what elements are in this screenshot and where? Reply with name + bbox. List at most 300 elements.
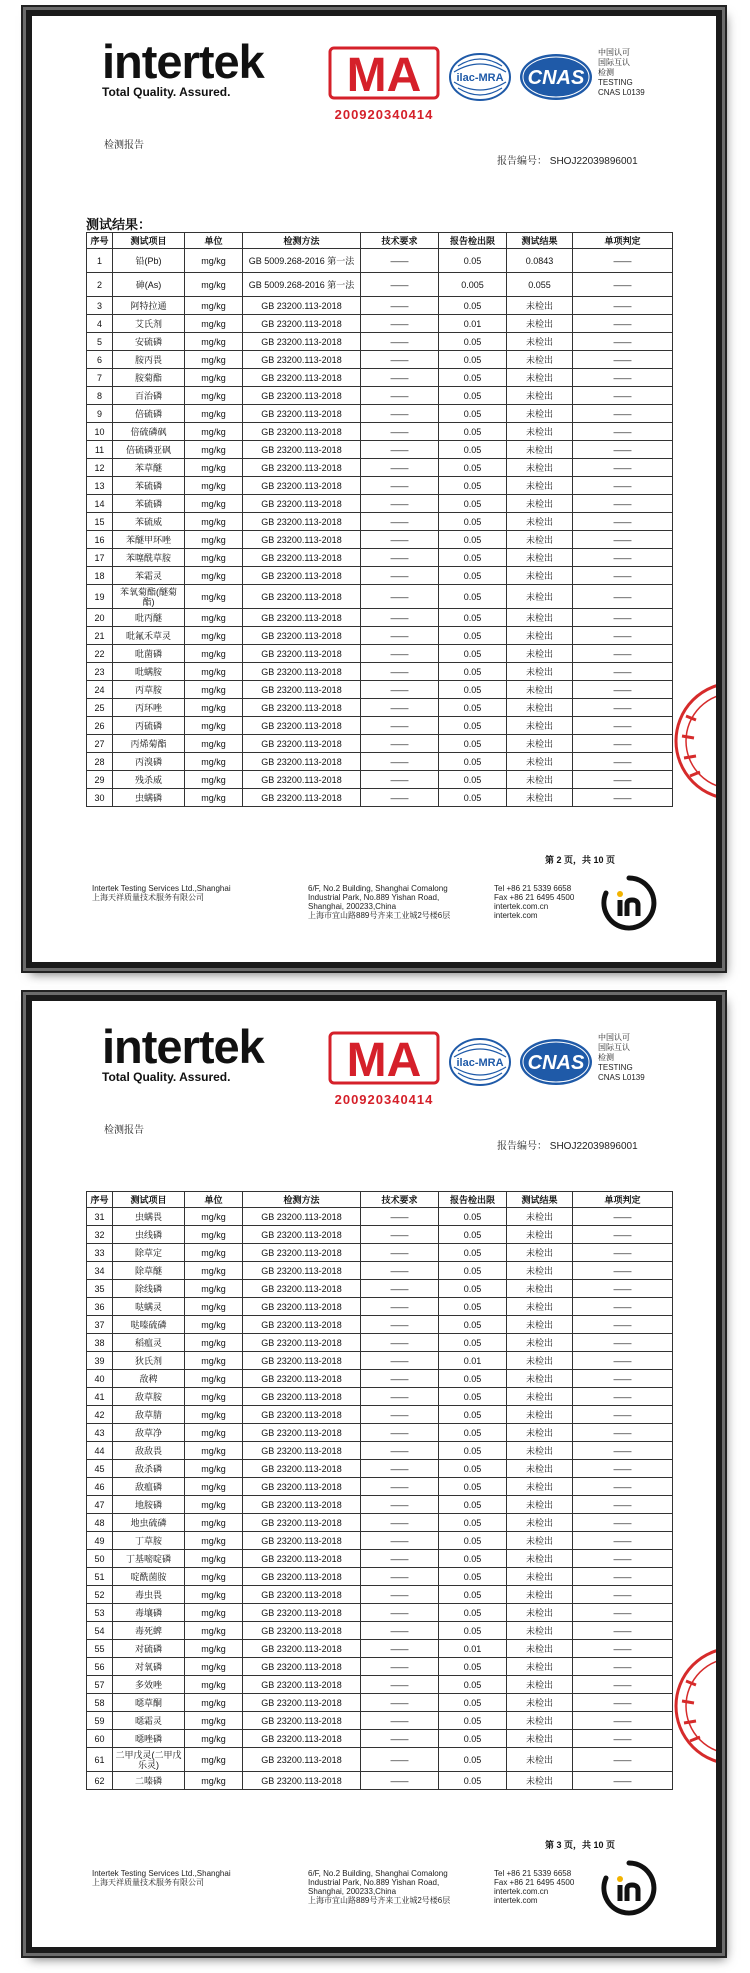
table-cell: 未检出 — [507, 1694, 573, 1712]
table-cell: GB 23200.113-2018 — [243, 351, 361, 369]
table-cell: mg/kg — [185, 1424, 243, 1442]
table-row — [87, 1208, 673, 1226]
table-cell: —— — [573, 315, 673, 333]
table-cell: mg/kg — [185, 249, 243, 273]
col-header: 报告检出限 — [439, 1192, 507, 1208]
col-header: 检测方法 — [243, 1192, 361, 1208]
table-cell: 苯草醚 — [113, 459, 185, 477]
table-cell: 0.05 — [439, 1226, 507, 1244]
table-cell: —— — [573, 1658, 673, 1676]
table-cell: 苯醚甲环唑 — [113, 531, 185, 549]
table-cell: 30 — [87, 789, 113, 807]
table-cell: —— — [361, 1352, 439, 1370]
ilac-text: ilac-MRA — [456, 72, 504, 84]
table-cell: GB 23200.113-2018 — [243, 1352, 361, 1370]
intertek-logo — [102, 1020, 264, 1084]
table-cell: —— — [573, 1244, 673, 1262]
table-row — [87, 513, 673, 531]
table-cell: 未检出 — [507, 1676, 573, 1694]
table-cell: 毒虫畏 — [113, 1586, 185, 1604]
table-cell: mg/kg — [185, 477, 243, 495]
table-cell: GB 5009.268-2016 第一法 — [243, 273, 361, 297]
table-cell: 0.05 — [439, 1568, 507, 1586]
table-cell: —— — [361, 1370, 439, 1388]
table-cell: —— — [573, 567, 673, 585]
table-cell: 未检出 — [507, 459, 573, 477]
table-cell: mg/kg — [185, 1208, 243, 1226]
table-row — [87, 735, 673, 753]
table-cell: 0.0843 — [507, 249, 573, 273]
table-cell: 未检出 — [507, 609, 573, 627]
table-cell: —— — [573, 1424, 673, 1442]
table-cell: mg/kg — [185, 1694, 243, 1712]
table-cell: GB 23200.113-2018 — [243, 495, 361, 513]
table-cell: mg/kg — [185, 609, 243, 627]
table-cell: —— — [573, 1532, 673, 1550]
table-cell: 1 — [87, 249, 113, 273]
table-cell: 0.05 — [439, 717, 507, 735]
table-cell: 未检出 — [507, 717, 573, 735]
table-cell: 未检出 — [507, 513, 573, 531]
table-row — [87, 531, 673, 549]
footer-company — [92, 884, 231, 902]
table-cell: —— — [573, 1208, 673, 1226]
table-cell: mg/kg — [185, 549, 243, 567]
table-cell: —— — [573, 1676, 673, 1694]
table-cell: GB 23200.113-2018 — [243, 1478, 361, 1496]
table-cell: 未检出 — [507, 1226, 573, 1244]
table-cell: 未检出 — [507, 1586, 573, 1604]
col-header: 检测方法 — [243, 233, 361, 249]
table-cell: —— — [361, 387, 439, 405]
table-row — [87, 585, 673, 609]
table-row — [87, 495, 673, 513]
table-row — [87, 789, 673, 807]
table-row — [87, 645, 673, 663]
table-row — [87, 1532, 673, 1550]
table-cell: 52 — [87, 1586, 113, 1604]
table-cell: mg/kg — [185, 1478, 243, 1496]
table-cell: 未检出 — [507, 1604, 573, 1622]
table-cell: 砷(As) — [113, 273, 185, 297]
table-cell: GB 23200.113-2018 — [243, 1640, 361, 1658]
table-cell: GB 23200.113-2018 — [243, 1388, 361, 1406]
website-cn: intertek.com.cn — [494, 1887, 549, 1896]
address-line: Industrial Park, No.889 Yishan Road, — [308, 1878, 440, 1887]
table-cell: 丙烯菊酯 — [113, 735, 185, 753]
table-cell: —— — [573, 609, 673, 627]
table-cell: GB 23200.113-2018 — [243, 753, 361, 771]
table-cell: 0.05 — [439, 1442, 507, 1460]
table-cell: —— — [573, 699, 673, 717]
table-cell: 二甲戊灵(二甲戊乐灵) — [113, 1748, 185, 1772]
ilac-text: ilac-MRA — [456, 1057, 504, 1069]
logo-tagline: Total Quality. Assured. — [102, 85, 231, 99]
table-row — [87, 297, 673, 315]
table-cell: 二嗪磷 — [113, 1772, 185, 1790]
table-cell: 0.05 — [439, 1604, 507, 1622]
table-cell: 0.05 — [439, 1748, 507, 1772]
table-cell: 0.05 — [439, 1280, 507, 1298]
cma-number: 200920340414 — [334, 107, 434, 122]
table-cell: 未检出 — [507, 1748, 573, 1772]
col-header: 报告检出限 — [439, 233, 507, 249]
table-cell: 未检出 — [507, 1208, 573, 1226]
table-cell: 0.05 — [439, 1424, 507, 1442]
table-cell: GB 23200.113-2018 — [243, 735, 361, 753]
table-cell: mg/kg — [185, 1388, 243, 1406]
table-cell: 未检出 — [507, 1532, 573, 1550]
table-cell: —— — [573, 645, 673, 663]
table-cell: 未检出 — [507, 1658, 573, 1676]
table-cell: GB 23200.113-2018 — [243, 513, 361, 531]
table-cell: 38 — [87, 1334, 113, 1352]
table-row — [87, 609, 673, 627]
table-cell: 噁霜灵 — [113, 1712, 185, 1730]
col-header: 测试结果 — [507, 1192, 573, 1208]
table-cell: 苯硫磷 — [113, 477, 185, 495]
table-cell: 未检出 — [507, 1334, 573, 1352]
table-cell: 0.05 — [439, 1586, 507, 1604]
table-cell: 未检出 — [507, 369, 573, 387]
table-cell: —— — [361, 1772, 439, 1790]
table-cell: —— — [573, 771, 673, 789]
table-cell: 0.05 — [439, 1334, 507, 1352]
table-cell: GB 23200.113-2018 — [243, 1226, 361, 1244]
table-cell: 噁唑磷 — [113, 1730, 185, 1748]
table-cell: —— — [573, 1772, 673, 1790]
table-cell: mg/kg — [185, 387, 243, 405]
table-cell: GB 23200.113-2018 — [243, 717, 361, 735]
table-cell: —— — [573, 387, 673, 405]
table-cell: —— — [361, 1262, 439, 1280]
table-cell: —— — [361, 753, 439, 771]
table-cell: 25 — [87, 699, 113, 717]
table-cell: 倍硫磷 — [113, 405, 185, 423]
table-cell: —— — [361, 1694, 439, 1712]
red-stamp-icon — [672, 676, 716, 811]
intertek-in-logo-icon — [600, 1859, 658, 1922]
table-cell: 0.05 — [439, 567, 507, 585]
table-row — [87, 1772, 673, 1790]
table-cell: —— — [361, 1640, 439, 1658]
table-cell: 0.05 — [439, 699, 507, 717]
table-row — [87, 1712, 673, 1730]
table-cell: 未检出 — [507, 1478, 573, 1496]
table-cell: 0.05 — [439, 249, 507, 273]
col-header: 序号 — [87, 233, 113, 249]
table-cell: 倍硫磷亚砜 — [113, 441, 185, 459]
website: intertek.com — [494, 1896, 538, 1905]
table-cell: 49 — [87, 1532, 113, 1550]
report-page-2 — [26, 10, 722, 968]
table-cell: —— — [361, 663, 439, 681]
table-row — [87, 1226, 673, 1244]
table-cell: 0.05 — [439, 387, 507, 405]
footer-contact — [494, 1869, 574, 1905]
table-cell: 0.05 — [439, 1460, 507, 1478]
table-cell: 57 — [87, 1676, 113, 1694]
cnas-line: 国际互认 — [598, 58, 630, 67]
table-cell: —— — [573, 1352, 673, 1370]
cnas-seal-icon — [518, 1037, 594, 1092]
table-cell: 虫螨磷 — [113, 789, 185, 807]
table-cell: GB 23200.113-2018 — [243, 1208, 361, 1226]
table-row — [87, 1352, 673, 1370]
table-row — [87, 1406, 673, 1424]
col-header: 测试项目 — [113, 233, 185, 249]
table-cell: 51 — [87, 1568, 113, 1586]
table-cell: 36 — [87, 1298, 113, 1316]
table-row — [87, 369, 673, 387]
table-cell: 0.055 — [507, 273, 573, 297]
table-cell: 55 — [87, 1640, 113, 1658]
table-cell: —— — [573, 1640, 673, 1658]
table-cell: —— — [361, 699, 439, 717]
red-stamp-icon — [672, 1641, 716, 1776]
table-cell: 0.05 — [439, 405, 507, 423]
table-cell: 哒螨灵 — [113, 1298, 185, 1316]
table-cell: 62 — [87, 1772, 113, 1790]
cnas-line: TESTING — [598, 1063, 633, 1072]
website: intertek.com — [494, 911, 538, 920]
table-row — [87, 627, 673, 645]
table-cell: —— — [361, 477, 439, 495]
table-cell: —— — [361, 1316, 439, 1334]
table-cell: —— — [573, 1406, 673, 1424]
col-header: 单位 — [185, 233, 243, 249]
ilac-mra-seal-icon — [448, 52, 512, 107]
table-cell: 37 — [87, 1316, 113, 1334]
table-row — [87, 1316, 673, 1334]
table-cell: GB 23200.113-2018 — [243, 1712, 361, 1730]
cnas-line: TESTING — [598, 78, 633, 87]
table-cell: 29 — [87, 771, 113, 789]
table-row — [87, 315, 673, 333]
table-cell: GB 23200.113-2018 — [243, 405, 361, 423]
table-cell: mg/kg — [185, 1772, 243, 1790]
table-cell: mg/kg — [185, 645, 243, 663]
table-cell: 23 — [87, 663, 113, 681]
table-cell: GB 23200.113-2018 — [243, 1772, 361, 1790]
table-cell: mg/kg — [185, 699, 243, 717]
table-cell: 0.05 — [439, 459, 507, 477]
table-cell: —— — [573, 441, 673, 459]
address-line: 6/F, No.2 Building, Shanghai Comalong — [308, 884, 448, 893]
table-cell: 0.05 — [439, 1496, 507, 1514]
table-cell: 未检出 — [507, 351, 573, 369]
table-cell: mg/kg — [185, 531, 243, 549]
table-cell: mg/kg — [185, 273, 243, 297]
table-cell: mg/kg — [185, 423, 243, 441]
table-cell: GB 23200.113-2018 — [243, 1748, 361, 1772]
table-cell: 41 — [87, 1388, 113, 1406]
table-cell: GB 23200.113-2018 — [243, 1442, 361, 1460]
table-cell: 17 — [87, 549, 113, 567]
table-cell: —— — [361, 681, 439, 699]
table-cell: 0.05 — [439, 663, 507, 681]
col-header: 技术要求 — [361, 1192, 439, 1208]
table-cell: mg/kg — [185, 1406, 243, 1424]
cnas-accreditation-text — [598, 48, 645, 98]
table-cell: 未检出 — [507, 1514, 573, 1532]
table-cell: —— — [573, 1586, 673, 1604]
table-cell: 0.01 — [439, 1352, 507, 1370]
table-cell: mg/kg — [185, 1244, 243, 1262]
table-cell: 0.05 — [439, 771, 507, 789]
table-cell: 未检出 — [507, 1730, 573, 1748]
table-row — [87, 567, 673, 585]
cnas-line: 检测 — [598, 1053, 614, 1062]
table-cell: 虫螨畏 — [113, 1208, 185, 1226]
table-cell: —— — [361, 1658, 439, 1676]
footer-company — [92, 1869, 231, 1887]
table-cell: —— — [361, 549, 439, 567]
table-cell: 0.01 — [439, 1640, 507, 1658]
table-cell: GB 23200.113-2018 — [243, 645, 361, 663]
table-row — [87, 717, 673, 735]
table-cell: 未检出 — [507, 681, 573, 699]
col-header: 测试项目 — [113, 1192, 185, 1208]
table-cell: 2 — [87, 273, 113, 297]
table-cell: 56 — [87, 1658, 113, 1676]
table-cell: 未检出 — [507, 1280, 573, 1298]
table-cell: 吡氟禾草灵 — [113, 627, 185, 645]
table-cell: —— — [361, 1568, 439, 1586]
cnas-line: 检测 — [598, 68, 614, 77]
address-line: 6/F, No.2 Building, Shanghai Comalong — [308, 1869, 448, 1878]
table-cell: —— — [361, 1244, 439, 1262]
table-cell: mg/kg — [185, 1568, 243, 1586]
table-cell: 未检出 — [507, 663, 573, 681]
table-cell: 0.05 — [439, 1208, 507, 1226]
table-cell: 胺丙畏 — [113, 351, 185, 369]
company-en: Intertek Testing Services Ltd.,Shanghai — [92, 1869, 231, 1878]
table-row — [87, 753, 673, 771]
table-cell: —— — [361, 1550, 439, 1568]
table-cell: —— — [573, 717, 673, 735]
table-cell: 42 — [87, 1406, 113, 1424]
table-cell: GB 23200.113-2018 — [243, 1424, 361, 1442]
table-cell: —— — [573, 1370, 673, 1388]
table-cell: —— — [573, 513, 673, 531]
table-cell: 19 — [87, 585, 113, 609]
table-row — [87, 1676, 673, 1694]
table-cell: 34 — [87, 1262, 113, 1280]
table-cell: GB 23200.113-2018 — [243, 1676, 361, 1694]
table-cell: 0.05 — [439, 369, 507, 387]
table-cell: GB 23200.113-2018 — [243, 567, 361, 585]
table-cell: 未检出 — [507, 495, 573, 513]
company-cn: 上海天祥质量技术服务有限公司 — [92, 893, 204, 902]
table-cell: 对氧磷 — [113, 1658, 185, 1676]
table-cell: —— — [361, 495, 439, 513]
table-cell: 0.05 — [439, 549, 507, 567]
table-cell: —— — [361, 1280, 439, 1298]
table-cell: mg/kg — [185, 771, 243, 789]
table-cell: mg/kg — [185, 1622, 243, 1640]
table-cell: 噁草酮 — [113, 1694, 185, 1712]
table-cell: 未检出 — [507, 1622, 573, 1640]
table-cell: 0.05 — [439, 1712, 507, 1730]
table-cell: 未检出 — [507, 1460, 573, 1478]
table-cell: GB 23200.113-2018 — [243, 1550, 361, 1568]
table-cell: GB 23200.113-2018 — [243, 1496, 361, 1514]
table-cell: 敌草腈 — [113, 1406, 185, 1424]
table-cell: 54 — [87, 1622, 113, 1640]
cnas-line: 中国认可 — [598, 48, 630, 57]
table-cell: 0.05 — [439, 1298, 507, 1316]
table-cell: mg/kg — [185, 405, 243, 423]
table-cell: 0.01 — [439, 315, 507, 333]
table-cell: —— — [361, 609, 439, 627]
table-row — [87, 1370, 673, 1388]
table-cell: —— — [573, 369, 673, 387]
intertek-in-logo-icon — [600, 874, 658, 937]
table-row — [87, 1460, 673, 1478]
table-cell: 10 — [87, 423, 113, 441]
table-cell: —— — [573, 1694, 673, 1712]
table-cell: —— — [573, 423, 673, 441]
table-cell: 丙草胺 — [113, 681, 185, 699]
table-cell: 0.05 — [439, 1772, 507, 1790]
ilac-mra-seal-icon — [448, 1037, 512, 1092]
table-cell: 未检出 — [507, 1244, 573, 1262]
table-cell: 毒壤磷 — [113, 1604, 185, 1622]
section-title: 测试结果： — [86, 217, 152, 232]
table-cell: —— — [361, 273, 439, 297]
table-cell: GB 23200.113-2018 — [243, 333, 361, 351]
table-cell: —— — [573, 1604, 673, 1622]
table-cell: 未检出 — [507, 1772, 573, 1790]
table-cell: 9 — [87, 405, 113, 423]
table-cell: —— — [361, 441, 439, 459]
table-cell: 丁草胺 — [113, 1532, 185, 1550]
table-cell: mg/kg — [185, 585, 243, 609]
table-cell: —— — [573, 1622, 673, 1640]
website-cn: intertek.com.cn — [494, 902, 549, 911]
table-cell: 0.05 — [439, 789, 507, 807]
table-cell: 丁基嘧啶磷 — [113, 1550, 185, 1568]
table-cell: —— — [361, 627, 439, 645]
table-cell: 32 — [87, 1226, 113, 1244]
table-cell: —— — [573, 1568, 673, 1586]
table-cell: mg/kg — [185, 297, 243, 315]
table-cell: 丙硫磷 — [113, 717, 185, 735]
cma-seal-icon — [328, 1031, 440, 1107]
table-cell: 14 — [87, 495, 113, 513]
table-cell: 除草醚 — [113, 1262, 185, 1280]
table-cell: —— — [361, 717, 439, 735]
table-cell: 0.05 — [439, 1406, 507, 1424]
table-cell: —— — [361, 735, 439, 753]
table-cell: 5 — [87, 333, 113, 351]
table-cell: 未检出 — [507, 645, 573, 663]
table-cell: —— — [361, 1406, 439, 1424]
table-cell: —— — [361, 369, 439, 387]
cma-text: MA — [346, 1034, 422, 1085]
table-row — [87, 771, 673, 789]
table-cell: GB 23200.113-2018 — [243, 1244, 361, 1262]
table-cell: 35 — [87, 1280, 113, 1298]
table-cell: —— — [361, 1478, 439, 1496]
table-row — [87, 1298, 673, 1316]
table-row — [87, 1622, 673, 1640]
table-cell: mg/kg — [185, 1460, 243, 1478]
table-cell: —— — [573, 627, 673, 645]
table-cell: 0.05 — [439, 1388, 507, 1406]
table-cell: —— — [573, 1334, 673, 1352]
